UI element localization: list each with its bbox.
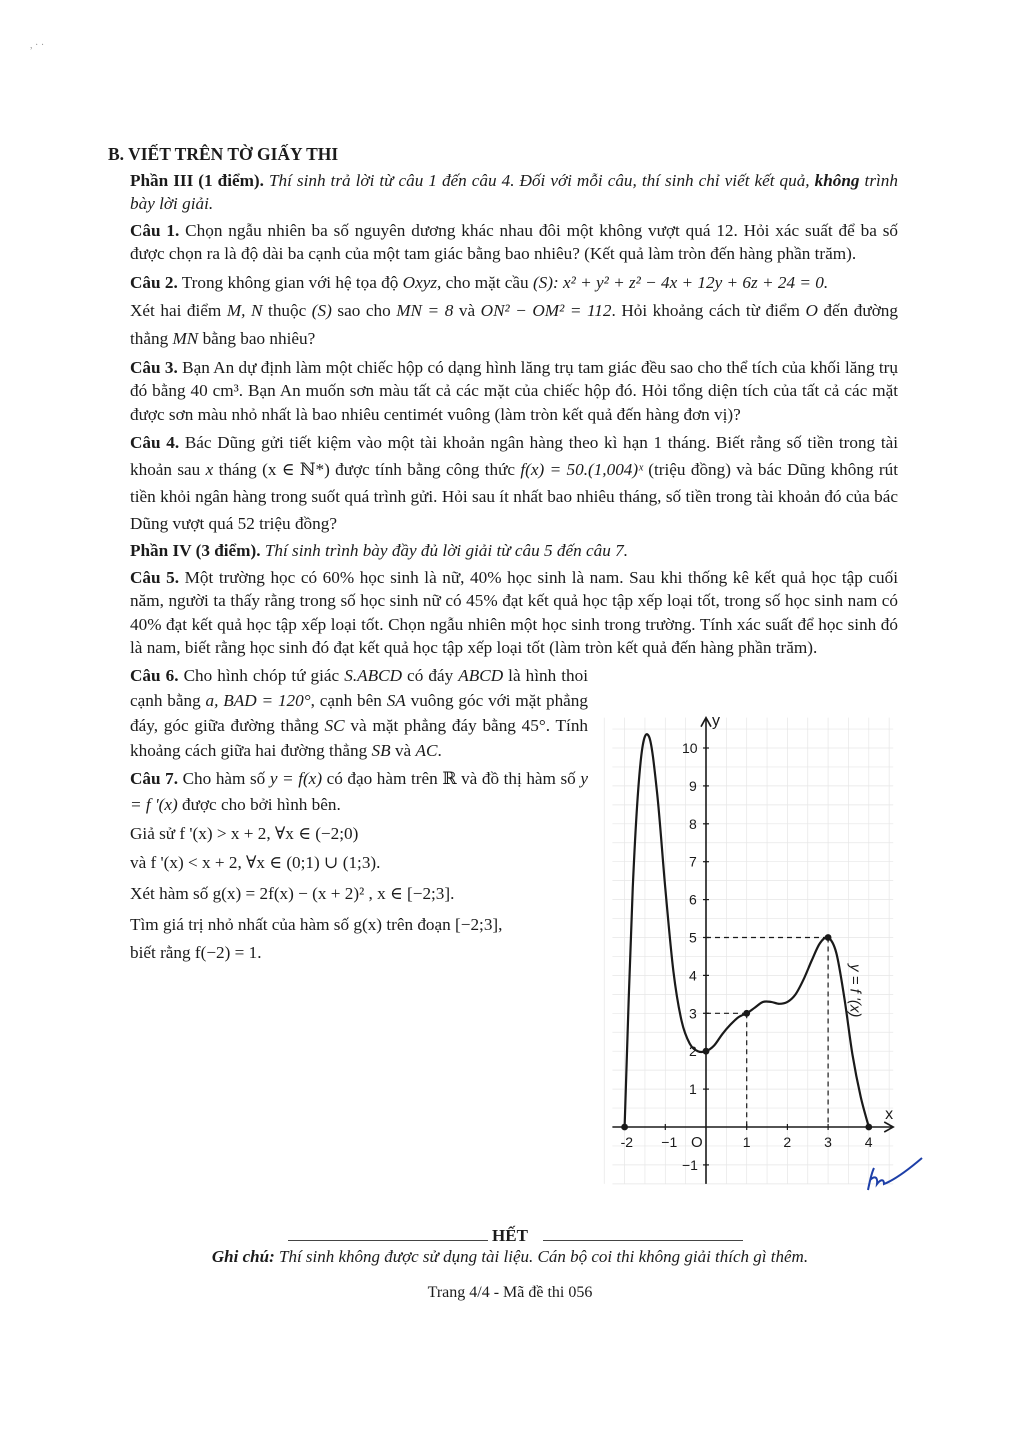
x-tick-label: -2 (620, 1134, 634, 1150)
q7-label: Câu 7. (130, 768, 179, 788)
q7-line-5: Tìm giá trị nhỏ nhất của hàm số g(x) trên đoạn [−2;3], (130, 914, 503, 934)
curve-point (743, 1010, 750, 1017)
y-tick-label: 8 (689, 815, 697, 832)
q2-line-mn: MN (172, 328, 199, 348)
x-tick-label: 1 (742, 1134, 751, 1150)
footer-note (0, 1247, 1020, 1267)
q5-text: Một trường học có 60% học sinh là nữ, 40% học sinh là nam. Sau khi thống kê kết quả học tập cuối năm, người ta thấy rằng trong số học sinh nữ có 45% đạt kết quả học tập xếp loại tốt, trong số học sinh nam có 40% đạt kết quả học tập xếp loại tốt. Chọn ngẫu nhiên một học sinh trong trường. Tính xác suất để học sinh đó là nam, biết rằng học sinh đó đạt kết quả học tập xếp loại tốt (làm tròn kết quả đến hàng phần trăm). (130, 567, 898, 657)
origin-label: O (691, 1134, 703, 1151)
part4-title: Phần IV (3 điểm). (130, 541, 261, 560)
q2-condition-1: MN = 8 (396, 300, 454, 320)
part3-instr-a: Thí sinh trả lời từ câu 1 đến câu 4. Đối với mỗi câu, thí sinh chỉ viết kết quả, (263, 170, 815, 190)
q7-text-c: được cho bởi hình bên. (177, 794, 341, 814)
scan-artifact: , · · (30, 40, 45, 51)
q6-sa: SA (386, 690, 406, 710)
q2-text-d: thuộc (262, 300, 312, 320)
page-number: Trang 4/4 - Mã đề thi 056 (427, 1284, 593, 1301)
x-tick-label: −1 (661, 1134, 678, 1150)
q2-text-a: Trong không gian với hệ tọa độ (177, 272, 403, 292)
q1-label: Câu 1. (130, 220, 180, 240)
y-tick-label: 3 (689, 1005, 697, 1022)
q2-text-c: Xét hai điểm (130, 300, 227, 320)
q2-points: M, N (226, 300, 263, 320)
question-1 (108, 219, 898, 266)
q7-line-3: và f '(x) < x + 2, ∀x ∈ (0;1) ∪ (1;3). (130, 852, 381, 872)
end-marker: HẾT (492, 1226, 528, 1245)
q7-text-a: Cho hàm số (178, 768, 270, 788)
q7-function: y = f(x) (269, 768, 323, 788)
q6-sb: SB (371, 740, 391, 760)
q5-label: Câu 5. (130, 567, 180, 587)
question-7 (108, 766, 588, 966)
question-2 (108, 269, 898, 353)
q6-text-d: , cạnh bên (310, 690, 387, 710)
x-tick-label: 3 (824, 1134, 832, 1150)
derivative-graph (598, 712, 928, 1173)
q6-label: Câu 6. (130, 665, 179, 685)
graph-grid (604, 718, 893, 1184)
q2-sphere: (S) (311, 300, 332, 320)
note-text: Thí sinh không được sử dụng tài liệu. Cán bộ coi thi không giải thích gì thêm. (274, 1247, 809, 1266)
y-axis-label: y (712, 712, 720, 730)
q4-text-c: (triệu đồng) và bác Dũng không rút tiền khỏi ngân hàng trong suốt quá trình gửi. Hỏi sau ít nhất bao nhiêu tháng, số tiền trong tài khoản đó của bác Dũng vượt quá 52 triệu đồng? (130, 460, 898, 533)
y-tick-label: 5 (689, 929, 697, 946)
x-tick-label: 2 (783, 1134, 792, 1150)
q4-text-a: Bác Dũng gửi tiết kiệm vào một tài khoản ngân hàng theo kì hạn 1 tháng. Biết rằng số tiền trong tài khoản sau (130, 433, 898, 479)
q6-text-e: vuông góc với mặt phẳng đáy, góc giữa đường thẳng (130, 690, 588, 735)
q2-text-e: sao cho (331, 300, 397, 320)
q4-x: x (205, 460, 214, 479)
q7-line-4: Xét hàm số g(x) = 2f(x) − (x + 2)² , x ∈ [−2;3]. (130, 883, 455, 903)
q6-text-b: có đáy (402, 665, 459, 685)
section-title: B. VIẾT TRÊN TỜ GIẤY THI (108, 144, 339, 164)
q2-text-f: và (453, 300, 481, 320)
y-tick-label: 1 (689, 1081, 697, 1098)
curve-point (865, 1124, 872, 1131)
q2-condition-2: ON² − OM² = 112 (480, 300, 612, 320)
q2-text-g: . Hỏi khoảng cách từ điểm (611, 300, 806, 320)
examiner-signature (860, 1150, 930, 1200)
q4-label: Câu 4. (130, 433, 180, 452)
q6-pyramid: S.ABCD (344, 665, 402, 685)
q6-ac: AC (415, 740, 438, 760)
question-5 (108, 566, 898, 660)
q7-text-b: có đạo hàm trên ℝ và đồ thị hàm số (322, 768, 581, 788)
q2-text-i: bằng bao nhiêu? (198, 328, 316, 348)
part3-title: Phần III (1 điểm). (130, 170, 264, 190)
q6-text-a: Cho hình chóp tứ giác (178, 665, 345, 685)
q7-derivative: y = f '(x) (130, 768, 588, 814)
note-label: Ghi chú: (211, 1247, 275, 1266)
q6-text-c: là hình thoi cạnh bằng (130, 665, 588, 710)
q2-sphere-equation: (S): x² + y² + z² − 4x + 12y + 6z + 24 = 0. (532, 272, 829, 292)
q4-formula: f(x) = 50.(1,004)ˣ (520, 460, 643, 479)
q1-text: Chọn ngẫu nhiên ba số nguyên dương khác nhau đôi một không vượt quá 12. Hỏi xác suất để ba số được chọn ra là độ dài ba cạnh của một tam giác bằng bao nhiêu? (Kết quả làm tròn đến hàng phần trăm). (130, 220, 898, 263)
q6-sc: SC (324, 715, 345, 735)
y-tick-label: −1 (682, 1156, 698, 1173)
part4-instr: Thí sinh trình bày đầy đủ lời giải từ câu 5 đến câu 7. (260, 541, 629, 560)
q4-text-b: tháng (x ∈ ℕ*) được tính bằng công thức (213, 460, 521, 479)
q6-base: ABCD (458, 665, 504, 685)
q2-origin: O (805, 300, 818, 320)
q3-text: Bạn An dự định làm một chiếc hộp có dạng hình lăng trụ tam giác đều sao cho thể tích của khối lăng trụ đó bằng 40 cm³. Bạn An muốn sơn màu tất cả các mặt của chiếc hộp đó. Hỏi tổng diện tích của tất cả các mặt được sơn màu nhỏ nhất là bao nhiêu centimét vuông (làm tròn kết quả đến hàng đơn vị)? (130, 357, 898, 424)
y-tick-label: 7 (689, 853, 697, 870)
q2-oxyz: Oxyz (402, 272, 438, 292)
q2-text-b: , cho mặt cầu (437, 272, 533, 292)
q6-angle: , BAD = 120° (214, 690, 311, 710)
part4-instructions (108, 539, 898, 563)
x-axis-label: x (885, 1106, 894, 1123)
q6-text-h: . (437, 740, 442, 760)
q6-side: a (205, 690, 215, 710)
graph-axes (612, 718, 893, 1184)
q6-text-f: và mặt phẳng đáy bằng 45°. Tính khoảng cách giữa hai đường thẳng (130, 715, 589, 760)
y-tick-label: 4 (689, 967, 697, 984)
q7-line-2: Giả sử f '(x) > x + 2, ∀x ∈ (−2;0) (130, 823, 359, 843)
q3-label: Câu 3. (130, 357, 178, 377)
question-6 (108, 663, 588, 763)
part3-instr-b: không (814, 170, 860, 190)
curve-label: y = f '(x) (846, 964, 864, 1018)
question-4 (108, 429, 898, 537)
curve-point (703, 1048, 710, 1055)
y-tick-label: 2 (689, 1043, 697, 1060)
part3-instr-c: trình bày lời giải. (130, 170, 898, 213)
q6-text-g: và (390, 740, 416, 760)
q2-text-h: đến đường thẳng (130, 300, 898, 348)
y-tick-label: 9 (689, 777, 697, 794)
x-tick-label: 4 (864, 1134, 873, 1150)
q2-label: Câu 2. (130, 272, 178, 292)
curve-point (825, 934, 832, 941)
part3-instructions (108, 169, 898, 216)
q7-line-6: biết rằng f(−2) = 1. (130, 942, 262, 962)
y-tick-label: 10 (682, 740, 698, 756)
curve-point (621, 1124, 628, 1131)
y-tick-label: 6 (689, 891, 697, 908)
question-3 (108, 356, 898, 427)
